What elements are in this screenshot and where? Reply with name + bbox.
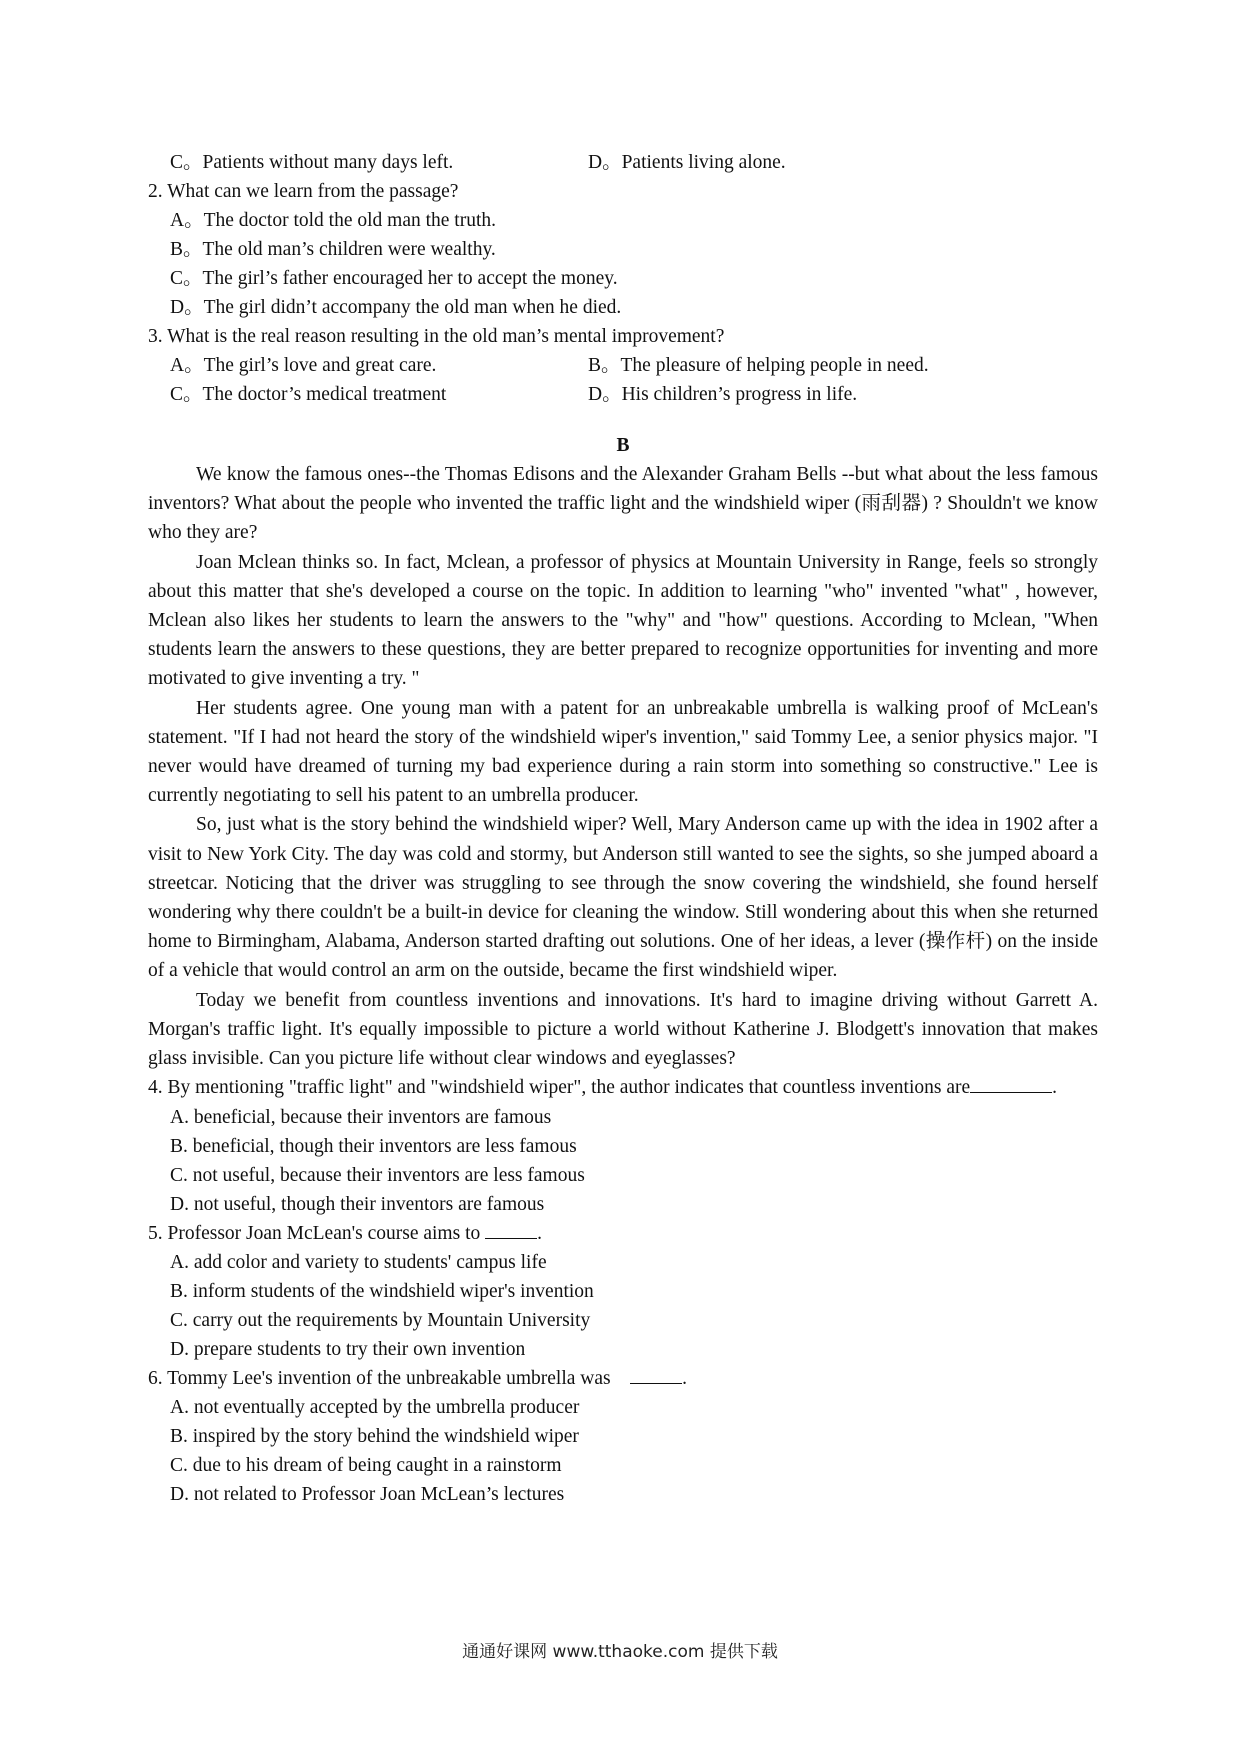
footer-source: 通通好课网 www.tthaoke.com 提供下载 [462, 1642, 778, 1662]
q3-option-c: C。The doctor’s medical treatment [170, 384, 447, 405]
q6-stem-text: 6. Tommy Lee's invention of the unbreakable umbrella was [148, 1368, 611, 1390]
q3-option-b: B。The pleasure of helping people in need. [588, 355, 929, 376]
q5-stem-text: 5. Professor Joan McLean's course aims to [148, 1223, 481, 1245]
q2-option-d: D。The girl didn’t accompany the old man when he died. [170, 297, 622, 318]
q4-option-d: D. not useful, though their inventors are famous [170, 1194, 545, 1216]
passage-paragraph-1: We know the famous ones--the Thomas Edisons and the Alexander Graham Bells --but what about the less famous inventors? What about the people who invented the traffic light and the windshield wiper (雨刮器) ? Shouldn't we know who they are? [148, 464, 1098, 544]
q4-stem [148, 1073, 1098, 1103]
section-heading: B [616, 435, 630, 456]
q3-option-a: A。The girl’s love and great care. [170, 355, 437, 376]
q5-stem [148, 1219, 1098, 1248]
q6-stem-end: . [682, 1368, 687, 1390]
q5-option-a: A. add color and variety to students' campus life [170, 1252, 547, 1274]
q6-stem [148, 1364, 1098, 1393]
q4-option-b: B. beneficial, though their inventors are less famous [170, 1136, 577, 1158]
q4-stem-end: . [1052, 1077, 1058, 1099]
q3-stem: 3. What is the real reason resulting in the old man’s mental improvement? [148, 326, 725, 347]
q2-option-b: B。The old man’s children were wealthy. [170, 239, 496, 260]
q5-option-c: C. carry out the requirements by Mountain University [170, 1310, 591, 1332]
q1-option-c: C。Patients without many days left. [170, 152, 454, 173]
q4-option-a: A. beneficial, because their inventors are famous [170, 1107, 552, 1129]
q6-option-d: D. not related to Professor Joan McLean’s lectures [170, 1484, 565, 1506]
q6-answer-blank [630, 1365, 682, 1385]
passage-paragraph-3: Her students agree. One young man with a patent for an unbreakable umbrella is walking proof of McLean's statement. "If I had not heard the story of the windshield wiper's invention," said Tommy Lee, a senior physics major. "I never would have dreamed of turning my bad experience during a rain storm into something so constructive." Lee is currently negotiating to sell his patent to an umbrella producer. [148, 697, 1098, 807]
q2-stem: 2. What can we learn from the passage? [148, 181, 459, 202]
q4-stem-text: 4. By mentioning "traffic light" and "windshield wiper", the author indicates that countless inventions are [148, 1077, 971, 1099]
q4-option-c: C. not useful, because their inventors are less famous [170, 1165, 585, 1187]
q5-stem-end: . [537, 1223, 542, 1245]
passage-paragraph-4: So, just what is the story behind the windshield wiper? Well, Mary Anderson came up with the idea in 1902 after a visit to New York City. The day was cold and stormy, but Anderson still wanted to see the sights, so she jumped aboard a streetcar. Noticing that the driver was struggling to see through the snow covering the windshield, she found herself wondering why there couldn't be a built-in device for cleaning the window. Still wondering about this when she returned home to Birmingham, Alabama, Anderson started drafting out solutions. One of her ideas, a lever (操作杆) on the inside of a vehicle that would control an arm on the outside, became the first windshield wiper. [148, 814, 1098, 982]
q2-option-a: A。The doctor told the old man the truth. [170, 210, 497, 231]
q6-option-a: A. not eventually accepted by the umbrella producer [170, 1397, 580, 1419]
q5-option-d: D. prepare students to try their own invention [170, 1339, 526, 1361]
q6-option-b: B. inspired by the story behind the windshield wiper [170, 1426, 579, 1448]
q1-option-d: D。Patients living alone. [588, 152, 786, 173]
q1-options-row [148, 148, 1098, 177]
q3-options-row-1 [148, 351, 1098, 380]
q5-option-b: B. inform students of the windshield wiper's invention [170, 1281, 594, 1303]
q3-option-d: D。His children’s progress in life. [588, 384, 858, 405]
passage-paragraph-2: Joan Mclean thinks so. In fact, Mclean, a professor of physics at Mountain University in Range, feels so strongly about this matter that she's developed a course on the topic. In addition to learning "who" invented "what" , however, Mclean also likes her students to learn the answers to the "why" and "how" questions. According to Mclean, "When students learn the answers to these questions, they are better prepared to recognize opportunities for inventing and more motivated to give inventing a try. " [148, 551, 1098, 690]
q3-options-row-2 [148, 380, 1098, 409]
q5-answer-blank [485, 1220, 537, 1240]
passage-paragraph-5: Today we benefit from countless inventions and innovations. It's hard to imagine driving without Garrett A. Morgan's traffic light. It's equally impossible to picture a world without Katherine J. Blodgett's innovation that makes glass invisible. Can you picture life without clear windows and eyeglasses? [148, 989, 1098, 1070]
q4-answer-blank [970, 1074, 1052, 1094]
exam-page [148, 148, 1098, 1509]
q2-option-c: C。The girl’s father encouraged her to accept the money. [170, 268, 618, 289]
q6-option-c: C. due to his dream of being caught in a rainstorm [170, 1455, 562, 1477]
